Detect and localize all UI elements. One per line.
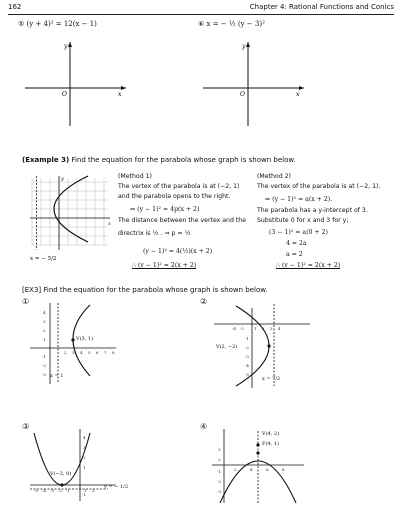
method1-answer: ∴ (y − 1)² = 2(x + 2) — [132, 262, 197, 269]
svg-text:2: 2 — [43, 328, 46, 333]
svg-text:4: 4 — [80, 350, 83, 355]
example3-graph — [28, 170, 114, 252]
problem-5 — [18, 20, 97, 28]
x-label-5: x — [118, 91, 122, 98]
chapter-title: Chapter 4: Rational Functions and Conics — [249, 3, 394, 11]
example3-title — [22, 156, 296, 164]
svg-text:1: 1 — [43, 337, 46, 342]
svg-text:-3: -3 — [245, 354, 249, 359]
svg-text:-2: -2 — [58, 488, 62, 493]
problem-5-equation: (y + 4)² = 12(x − 1) — [26, 20, 97, 28]
svg-text:-2: -2 — [240, 326, 244, 331]
svg-text:4: 4 — [43, 310, 46, 315]
method2-line-3: The parabola has a y-intercept of 3. — [257, 207, 368, 214]
graph3-vertex-label: V(−2, 0) — [50, 471, 72, 477]
y-label-6: y — [242, 43, 246, 50]
method2-answer: ∴ (y − 1)² = 2(x + 2) — [276, 262, 341, 269]
svg-text:-3: -3 — [217, 489, 221, 494]
problem-5-number: ⑤ — [18, 20, 25, 28]
method2-heading: (Method 2) — [257, 173, 291, 180]
method1-line-6: (y − 1)² = 4(½)(x + 2) — [143, 248, 213, 255]
axes-5 — [20, 38, 130, 128]
svg-text:2: 2 — [64, 350, 67, 355]
method1-line-1: The vertex of the parabola is at (−2, 1) — [118, 183, 240, 190]
svg-text:3: 3 — [43, 319, 46, 324]
svg-text:-1: -1 — [42, 354, 46, 359]
svg-text:-1: -1 — [82, 492, 86, 497]
svg-text:-5: -5 — [34, 488, 38, 493]
svg-text:-5: -5 — [245, 372, 249, 377]
problem-6 — [198, 20, 265, 28]
svg-text:2: 2 — [218, 457, 221, 462]
svg-text:1: 1 — [83, 465, 86, 470]
graph2-line-label: x = 7/2 — [262, 376, 281, 382]
svg-text:4: 4 — [83, 435, 86, 440]
graph4 — [208, 425, 308, 505]
graph1-number: ① — [22, 297, 30, 306]
svg-text:5: 5 — [88, 350, 91, 355]
svg-text:6: 6 — [266, 467, 269, 472]
example3-directrix-label: x = − 5/2 — [30, 256, 57, 262]
method1-line-4: The distance between the vertex and the — [118, 217, 247, 224]
svg-text:2: 2 — [92, 488, 95, 493]
svg-text:-4: -4 — [245, 363, 249, 368]
svg-text:-2: -2 — [217, 479, 221, 484]
header-rule — [8, 14, 394, 15]
method1-heading: (Method 1) — [118, 173, 152, 180]
ex3-x-label: x — [108, 221, 111, 227]
svg-text:4: 4 — [250, 467, 253, 472]
svg-text:-4: -4 — [42, 488, 46, 493]
method1-line-2: and the parabola opens to the right. — [118, 193, 231, 200]
svg-text:2: 2 — [262, 326, 265, 331]
svg-text:1: 1 — [254, 326, 257, 331]
ex3-y-label: y — [61, 176, 64, 182]
svg-text:2: 2 — [83, 455, 86, 460]
x-label-6: x — [296, 91, 300, 98]
svg-text:3: 3 — [270, 326, 273, 331]
example3-label: (Example 3) — [22, 156, 70, 164]
svg-text:3: 3 — [72, 350, 75, 355]
graph1 — [28, 300, 118, 385]
graph1-line-label: x = 1 — [50, 373, 64, 379]
y-label-5: y — [64, 43, 68, 50]
svg-text:1: 1 — [84, 488, 87, 493]
svg-text:-2: -2 — [245, 345, 249, 350]
ex3-title: [EX3] Find the equation for the parabola whose graph is shown below. — [22, 286, 268, 294]
svg-text:8: 8 — [112, 350, 115, 355]
svg-text:-2: -2 — [42, 363, 46, 368]
svg-text:8: 8 — [282, 467, 285, 472]
svg-text:7: 7 — [104, 350, 107, 355]
problem-6-number: ⑥ — [198, 20, 205, 28]
graph2-number: ② — [200, 297, 208, 306]
method2-line-2: ⇒ (y − 1)² = a(x + 2). — [265, 196, 333, 203]
svg-text:-1: -1 — [66, 488, 70, 493]
problem-6-equation: x = − ½ (y − 3)² — [206, 20, 265, 28]
method1-line-5: directrix is ½ . ⇒ p = ½ — [118, 230, 191, 237]
svg-text:4: 4 — [278, 326, 281, 331]
svg-text:2: 2 — [234, 467, 237, 472]
svg-text:-1: -1 — [217, 469, 221, 474]
method2-line-6: 4 = 2a — [286, 240, 307, 247]
svg-text:3: 3 — [83, 445, 86, 450]
svg-text:3: 3 — [218, 447, 221, 452]
method1-line-3: ⇒ (y − 1)² = 4p(x + 2) — [130, 206, 200, 213]
page-number: 162 — [8, 3, 22, 11]
method2-line-7: a = 2 — [286, 251, 303, 258]
method2-line-5: (3 − 1)² = a(0 + 2) — [269, 229, 328, 236]
graph3-line-label: y = − 1/2 — [104, 484, 129, 490]
svg-text:-3: -3 — [50, 488, 54, 493]
graph4-focus-label: F(4, 1) — [262, 441, 279, 447]
graph4-number: ④ — [200, 422, 208, 431]
origin-label-6: O — [240, 91, 245, 98]
example3-text: Find the equation for the parabola whose graph is shown below. — [71, 156, 296, 164]
graph3 — [28, 425, 118, 503]
svg-text:-4: -4 — [232, 326, 236, 331]
svg-text:6: 6 — [96, 350, 99, 355]
axes-6 — [198, 38, 308, 128]
svg-text:-1: -1 — [245, 336, 249, 341]
svg-text:-3: -3 — [42, 372, 46, 377]
graph4-vertex-label: V(4, 2) — [262, 431, 280, 437]
graph2-vertex-label: V(2, −2) — [216, 344, 238, 350]
graph3-number: ③ — [22, 422, 30, 431]
graph1-vertex-label: V(3, 1) — [76, 336, 94, 342]
origin-label-5: O — [62, 91, 67, 98]
method2-line-4: Substitute 0 for x and 3 for y; — [257, 217, 349, 224]
method2-line-1: The vertex of the parabola is at (−2, 1). — [257, 183, 381, 190]
